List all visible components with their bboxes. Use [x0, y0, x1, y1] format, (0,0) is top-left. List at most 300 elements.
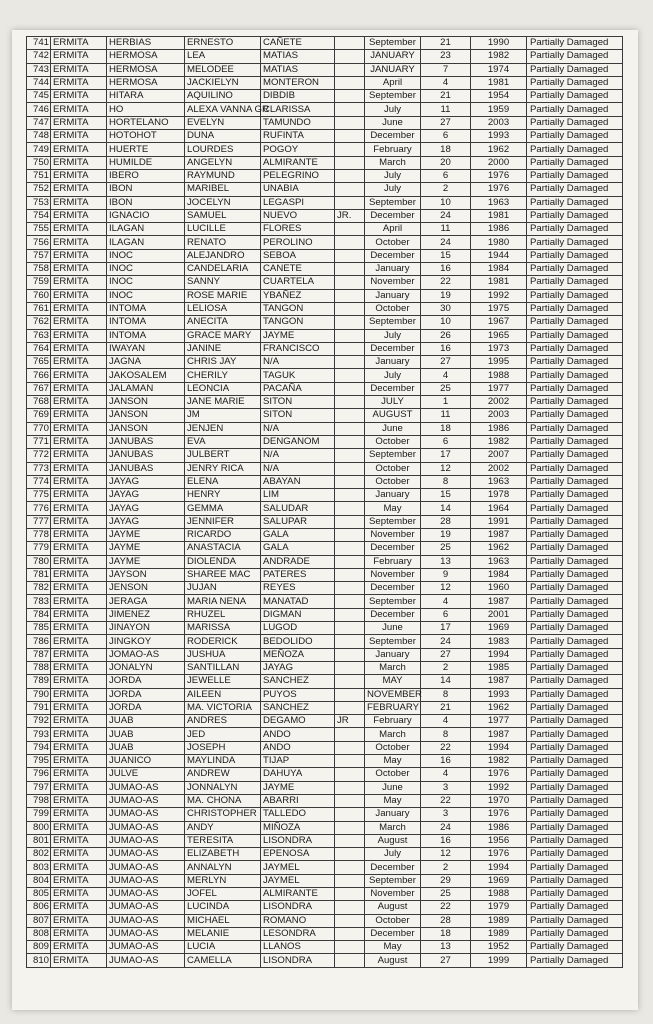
suffix-cell	[335, 396, 365, 409]
last-name-cell: JUAB	[107, 715, 185, 728]
first-name-cell: LOURDES	[185, 143, 261, 156]
middle-name-cell: CAÑETE	[261, 37, 335, 50]
first-name-cell: JACKIELYN	[185, 76, 261, 89]
last-name-cell: HOTOHOT	[107, 130, 185, 143]
suffix-cell	[335, 582, 365, 595]
suffix-cell	[335, 954, 365, 967]
birth-month-cell: December	[365, 130, 421, 143]
row-number: 764	[27, 342, 51, 355]
damage-status-cell: Partially Damaged	[527, 462, 623, 475]
birth-day-cell: 30	[421, 302, 471, 315]
table-row	[27, 701, 623, 714]
row-number: 744	[27, 76, 51, 89]
middle-name-cell: LISONDRA	[261, 901, 335, 914]
damage-status-cell: Partially Damaged	[527, 236, 623, 249]
table-row	[27, 794, 623, 807]
middle-name-cell: SANCHEZ	[261, 701, 335, 714]
birth-day-cell: 19	[421, 528, 471, 541]
last-name-cell: JANUBAS	[107, 435, 185, 448]
suffix-cell	[335, 914, 365, 927]
damage-status-cell: Partially Damaged	[527, 103, 623, 116]
first-name-cell: JOCELYN	[185, 196, 261, 209]
birth-year-cell: 1969	[471, 874, 527, 887]
table-row	[27, 608, 623, 621]
table-row	[27, 888, 623, 901]
middle-name-cell: SALUDAR	[261, 502, 335, 515]
birth-day-cell: 24	[421, 236, 471, 249]
last-name-cell: JUMAO-AS	[107, 927, 185, 940]
barangay-cell: ERMITA	[51, 236, 107, 249]
barangay-cell: ERMITA	[51, 688, 107, 701]
barangay-cell: ERMITA	[51, 223, 107, 236]
first-name-cell: ALEJANDRO	[185, 249, 261, 262]
birth-day-cell: 25	[421, 888, 471, 901]
birth-month-cell: October	[365, 475, 421, 488]
first-name-cell: CHRISTOPHER	[185, 808, 261, 821]
birth-year-cell: 1954	[471, 90, 527, 103]
middle-name-cell: TAMUNDO	[261, 116, 335, 129]
first-name-cell: ANDRES	[185, 715, 261, 728]
barangay-cell: ERMITA	[51, 568, 107, 581]
last-name-cell: INOC	[107, 249, 185, 262]
first-name-cell: AQUILINO	[185, 90, 261, 103]
birth-month-cell: August	[365, 954, 421, 967]
barangay-cell: ERMITA	[51, 954, 107, 967]
last-name-cell: JUMAO-AS	[107, 874, 185, 887]
middle-name-cell: N/A	[261, 462, 335, 475]
birth-month-cell: JANUARY	[365, 50, 421, 63]
birth-year-cell: 1987	[471, 595, 527, 608]
birth-month-cell: November	[365, 276, 421, 289]
last-name-cell: JUMAO-AS	[107, 954, 185, 967]
table-row	[27, 90, 623, 103]
birth-month-cell: December	[365, 542, 421, 555]
birth-month-cell: May	[365, 755, 421, 768]
barangay-cell: ERMITA	[51, 475, 107, 488]
middle-name-cell: RUFINTA	[261, 130, 335, 143]
table-row	[27, 249, 623, 262]
suffix-cell	[335, 701, 365, 714]
birth-year-cell: 1981	[471, 209, 527, 222]
middle-name-cell: N/A	[261, 449, 335, 462]
table-row	[27, 63, 623, 76]
last-name-cell: INOC	[107, 263, 185, 276]
table-row	[27, 103, 623, 116]
middle-name-cell: FRANCISCO	[261, 342, 335, 355]
table-row	[27, 768, 623, 781]
row-number: 798	[27, 794, 51, 807]
first-name-cell: MARISSA	[185, 622, 261, 635]
barangay-cell: ERMITA	[51, 914, 107, 927]
birth-year-cell: 1989	[471, 914, 527, 927]
birth-day-cell: 1	[421, 396, 471, 409]
table-row	[27, 528, 623, 541]
barangay-cell: ERMITA	[51, 103, 107, 116]
birth-month-cell: August	[365, 834, 421, 847]
row-number: 808	[27, 927, 51, 940]
middle-name-cell: ANDRADE	[261, 555, 335, 568]
birth-day-cell: 22	[421, 741, 471, 754]
birth-day-cell: 13	[421, 555, 471, 568]
table-row	[27, 648, 623, 661]
table-row	[27, 223, 623, 236]
last-name-cell: IBON	[107, 183, 185, 196]
first-name-cell: JENNIFER	[185, 515, 261, 528]
suffix-cell	[335, 861, 365, 874]
birth-year-cell: 1980	[471, 236, 527, 249]
row-number: 758	[27, 263, 51, 276]
birth-year-cell: 1994	[471, 861, 527, 874]
birth-day-cell: 16	[421, 834, 471, 847]
birth-year-cell: 1952	[471, 941, 527, 954]
middle-name-cell: SITON	[261, 396, 335, 409]
birth-year-cell: 1987	[471, 528, 527, 541]
first-name-cell: SANTILLAN	[185, 661, 261, 674]
first-name-cell: CAMELLA	[185, 954, 261, 967]
table-row	[27, 582, 623, 595]
birth-month-cell: October	[365, 236, 421, 249]
first-name-cell: CANDELARIA	[185, 263, 261, 276]
birth-day-cell: 8	[421, 728, 471, 741]
damage-status-cell: Partially Damaged	[527, 834, 623, 847]
row-number: 750	[27, 156, 51, 169]
birth-year-cell: 1986	[471, 422, 527, 435]
suffix-cell: JR.	[335, 209, 365, 222]
birth-day-cell: 16	[421, 342, 471, 355]
barangay-cell: ERMITA	[51, 848, 107, 861]
first-name-cell: EVA	[185, 435, 261, 448]
suffix-cell	[335, 143, 365, 156]
table-row	[27, 715, 623, 728]
first-name-cell: RICARDO	[185, 528, 261, 541]
middle-name-cell: MATIAS	[261, 50, 335, 63]
middle-name-cell: DIGMAN	[261, 608, 335, 621]
first-name-cell: RODERICK	[185, 635, 261, 648]
damage-status-cell: Partially Damaged	[527, 316, 623, 329]
table-row	[27, 76, 623, 89]
middle-name-cell: PELEGRINO	[261, 169, 335, 182]
birth-day-cell: 27	[421, 648, 471, 661]
birth-month-cell: July	[365, 169, 421, 182]
first-name-cell: ANNALYN	[185, 861, 261, 874]
table-row	[27, 675, 623, 688]
middle-name-cell: BEDOLIDO	[261, 635, 335, 648]
birth-year-cell: 1956	[471, 834, 527, 847]
table-row	[27, 901, 623, 914]
damage-status-cell: Partially Damaged	[527, 768, 623, 781]
birth-month-cell: December	[365, 382, 421, 395]
middle-name-cell: SALUPAR	[261, 515, 335, 528]
table-row	[27, 263, 623, 276]
birth-year-cell: 1982	[471, 755, 527, 768]
row-number: 784	[27, 608, 51, 621]
birth-day-cell: 8	[421, 475, 471, 488]
first-name-cell: GRACE MARY	[185, 329, 261, 342]
birth-year-cell: 1990	[471, 37, 527, 50]
birth-year-cell: 1959	[471, 103, 527, 116]
barangay-cell: ERMITA	[51, 63, 107, 76]
first-name-cell: LEA	[185, 50, 261, 63]
barangay-cell: ERMITA	[51, 422, 107, 435]
suffix-cell	[335, 848, 365, 861]
row-number: 800	[27, 821, 51, 834]
table-row	[27, 542, 623, 555]
middle-name-cell: JAYAG	[261, 661, 335, 674]
row-number: 809	[27, 941, 51, 954]
first-name-cell: MARIA NENA	[185, 595, 261, 608]
birth-day-cell: 17	[421, 449, 471, 462]
birth-year-cell: 1988	[471, 369, 527, 382]
middle-name-cell: FLORES	[261, 223, 335, 236]
table-row	[27, 369, 623, 382]
birth-month-cell: September	[365, 90, 421, 103]
damage-status-cell: Partially Damaged	[527, 369, 623, 382]
middle-name-cell: LUGOD	[261, 622, 335, 635]
barangay-cell: ERMITA	[51, 648, 107, 661]
row-number: 797	[27, 781, 51, 794]
damage-status-cell: Partially Damaged	[527, 728, 623, 741]
suffix-cell	[335, 356, 365, 369]
row-number: 778	[27, 528, 51, 541]
last-name-cell: HERMOSA	[107, 63, 185, 76]
middle-name-cell: MATIAS	[261, 63, 335, 76]
middle-name-cell: GALA	[261, 528, 335, 541]
row-number: 787	[27, 648, 51, 661]
birth-day-cell: 4	[421, 715, 471, 728]
suffix-cell	[335, 63, 365, 76]
row-number: 804	[27, 874, 51, 887]
suffix-cell: JR	[335, 715, 365, 728]
birth-year-cell: 1983	[471, 635, 527, 648]
last-name-cell: JUMAO-AS	[107, 781, 185, 794]
table-row	[27, 661, 623, 674]
birth-day-cell: 12	[421, 462, 471, 475]
barangay-cell: ERMITA	[51, 941, 107, 954]
birth-month-cell: JANUARY	[365, 63, 421, 76]
row-number: 765	[27, 356, 51, 369]
damage-status-cell: Partially Damaged	[527, 422, 623, 435]
birth-month-cell: April	[365, 76, 421, 89]
middle-name-cell: TIJAP	[261, 755, 335, 768]
first-name-cell: ELENA	[185, 475, 261, 488]
birth-day-cell: 14	[421, 675, 471, 688]
birth-month-cell: November	[365, 528, 421, 541]
table-row	[27, 289, 623, 302]
birth-month-cell: MAY	[365, 675, 421, 688]
barangay-cell: ERMITA	[51, 143, 107, 156]
middle-name-cell: TAGUK	[261, 369, 335, 382]
birth-year-cell: 1982	[471, 50, 527, 63]
row-number: 810	[27, 954, 51, 967]
first-name-cell: MA. CHONA	[185, 794, 261, 807]
birth-month-cell: February	[365, 555, 421, 568]
birth-year-cell: 1999	[471, 954, 527, 967]
birth-day-cell: 23	[421, 50, 471, 63]
suffix-cell	[335, 90, 365, 103]
middle-name-cell: POGOY	[261, 143, 335, 156]
first-name-cell: EVELYN	[185, 116, 261, 129]
barangay-cell: ERMITA	[51, 130, 107, 143]
barangay-cell: ERMITA	[51, 196, 107, 209]
middle-name-cell: LISONDRA	[261, 834, 335, 847]
middle-name-cell: SANCHEZ	[261, 675, 335, 688]
last-name-cell: JONALYN	[107, 661, 185, 674]
damage-status-cell: Partially Damaged	[527, 555, 623, 568]
suffix-cell	[335, 888, 365, 901]
first-name-cell: LUCILLE	[185, 223, 261, 236]
suffix-cell	[335, 821, 365, 834]
middle-name-cell: N/A	[261, 356, 335, 369]
birth-month-cell: September	[365, 874, 421, 887]
middle-name-cell: PACAÑA	[261, 382, 335, 395]
first-name-cell: JEWELLE	[185, 675, 261, 688]
middle-name-cell: LIM	[261, 489, 335, 502]
birth-year-cell: 1970	[471, 794, 527, 807]
first-name-cell: SANNY	[185, 276, 261, 289]
barangay-cell: ERMITA	[51, 901, 107, 914]
table-row	[27, 941, 623, 954]
birth-month-cell: November	[365, 888, 421, 901]
birth-day-cell: 22	[421, 276, 471, 289]
barangay-cell: ERMITA	[51, 794, 107, 807]
table-row	[27, 874, 623, 887]
middle-name-cell: MIÑOZA	[261, 821, 335, 834]
first-name-cell: MELODEE	[185, 63, 261, 76]
first-name-cell: RAYMUND	[185, 169, 261, 182]
damage-status-cell: Partially Damaged	[527, 342, 623, 355]
birth-day-cell: 22	[421, 901, 471, 914]
birth-year-cell: 1963	[471, 555, 527, 568]
suffix-cell	[335, 116, 365, 129]
birth-year-cell: 1963	[471, 196, 527, 209]
row-number: 774	[27, 475, 51, 488]
first-name-cell: MELANIE	[185, 927, 261, 940]
suffix-cell	[335, 329, 365, 342]
table-row	[27, 236, 623, 249]
last-name-cell: IBERO	[107, 169, 185, 182]
barangay-cell: ERMITA	[51, 369, 107, 382]
row-number: 752	[27, 183, 51, 196]
last-name-cell: INOC	[107, 289, 185, 302]
birth-month-cell: January	[365, 648, 421, 661]
suffix-cell	[335, 648, 365, 661]
birth-year-cell: 1973	[471, 342, 527, 355]
damage-status-cell: Partially Damaged	[527, 954, 623, 967]
first-name-cell: JUJAN	[185, 582, 261, 595]
table-row	[27, 568, 623, 581]
suffix-cell	[335, 489, 365, 502]
last-name-cell: JANUBAS	[107, 462, 185, 475]
first-name-cell: SAMUEL	[185, 209, 261, 222]
first-name-cell: JUSHUA	[185, 648, 261, 661]
birth-day-cell: 9	[421, 568, 471, 581]
birth-day-cell: 2	[421, 661, 471, 674]
middle-name-cell: CANETE	[261, 263, 335, 276]
barangay-cell: ERMITA	[51, 741, 107, 754]
row-number: 790	[27, 688, 51, 701]
first-name-cell: ANECITA	[185, 316, 261, 329]
birth-day-cell: 24	[421, 635, 471, 648]
middle-name-cell: MONTERON	[261, 76, 335, 89]
barangay-cell: ERMITA	[51, 834, 107, 847]
suffix-cell	[335, 409, 365, 422]
damage-status-cell: Partially Damaged	[527, 449, 623, 462]
middle-name-cell: ALMIRANTE	[261, 156, 335, 169]
table-row	[27, 462, 623, 475]
birth-day-cell: 10	[421, 316, 471, 329]
table-row	[27, 728, 623, 741]
birth-day-cell: 2	[421, 183, 471, 196]
damage-status-cell: Partially Damaged	[527, 90, 623, 103]
middle-name-cell: DENGANOM	[261, 435, 335, 448]
suffix-cell	[335, 768, 365, 781]
middle-name-cell: PEROLINO	[261, 236, 335, 249]
barangay-cell: ERMITA	[51, 302, 107, 315]
middle-name-cell: DIBDIB	[261, 90, 335, 103]
damage-status-cell: Partially Damaged	[527, 156, 623, 169]
last-name-cell: IWAYAN	[107, 342, 185, 355]
birth-month-cell: October	[365, 741, 421, 754]
birth-year-cell: 1992	[471, 289, 527, 302]
row-number: 783	[27, 595, 51, 608]
suffix-cell	[335, 37, 365, 50]
last-name-cell: JALAMAN	[107, 382, 185, 395]
last-name-cell: JIMENEZ	[107, 608, 185, 621]
suffix-cell	[335, 941, 365, 954]
row-number: 770	[27, 422, 51, 435]
last-name-cell: INTOMA	[107, 316, 185, 329]
birth-month-cell: NOVEMBER	[365, 688, 421, 701]
suffix-cell	[335, 555, 365, 568]
birth-month-cell: June	[365, 116, 421, 129]
barangay-cell: ERMITA	[51, 316, 107, 329]
first-name-cell: ROSE MARIE	[185, 289, 261, 302]
last-name-cell: INOC	[107, 276, 185, 289]
birth-year-cell: 1989	[471, 927, 527, 940]
middle-name-cell: PUYOS	[261, 688, 335, 701]
suffix-cell	[335, 156, 365, 169]
suffix-cell	[335, 528, 365, 541]
suffix-cell	[335, 422, 365, 435]
damage-status-cell: Partially Damaged	[527, 701, 623, 714]
last-name-cell: JANSON	[107, 422, 185, 435]
barangay-cell: ERMITA	[51, 874, 107, 887]
suffix-cell	[335, 130, 365, 143]
birth-day-cell: 12	[421, 848, 471, 861]
first-name-cell: ALEXA VANNA GR	[185, 103, 261, 116]
last-name-cell: JUMAO-AS	[107, 888, 185, 901]
birth-day-cell: 3	[421, 781, 471, 794]
row-number: 747	[27, 116, 51, 129]
damage-status-cell: Partially Damaged	[527, 329, 623, 342]
table-row	[27, 156, 623, 169]
first-name-cell: JOSEPH	[185, 741, 261, 754]
damage-status-cell: Partially Damaged	[527, 289, 623, 302]
middle-name-cell: ANDO	[261, 728, 335, 741]
birth-year-cell: 1984	[471, 263, 527, 276]
barangay-cell: ERMITA	[51, 661, 107, 674]
suffix-cell	[335, 183, 365, 196]
table-row	[27, 834, 623, 847]
table-row	[27, 422, 623, 435]
last-name-cell: JANUBAS	[107, 449, 185, 462]
birth-month-cell: September	[365, 196, 421, 209]
birth-year-cell: 1986	[471, 223, 527, 236]
middle-name-cell: JAYMEL	[261, 874, 335, 887]
birth-day-cell: 16	[421, 263, 471, 276]
first-name-cell: MA. VICTORIA	[185, 701, 261, 714]
damage-status-cell: Partially Damaged	[527, 595, 623, 608]
